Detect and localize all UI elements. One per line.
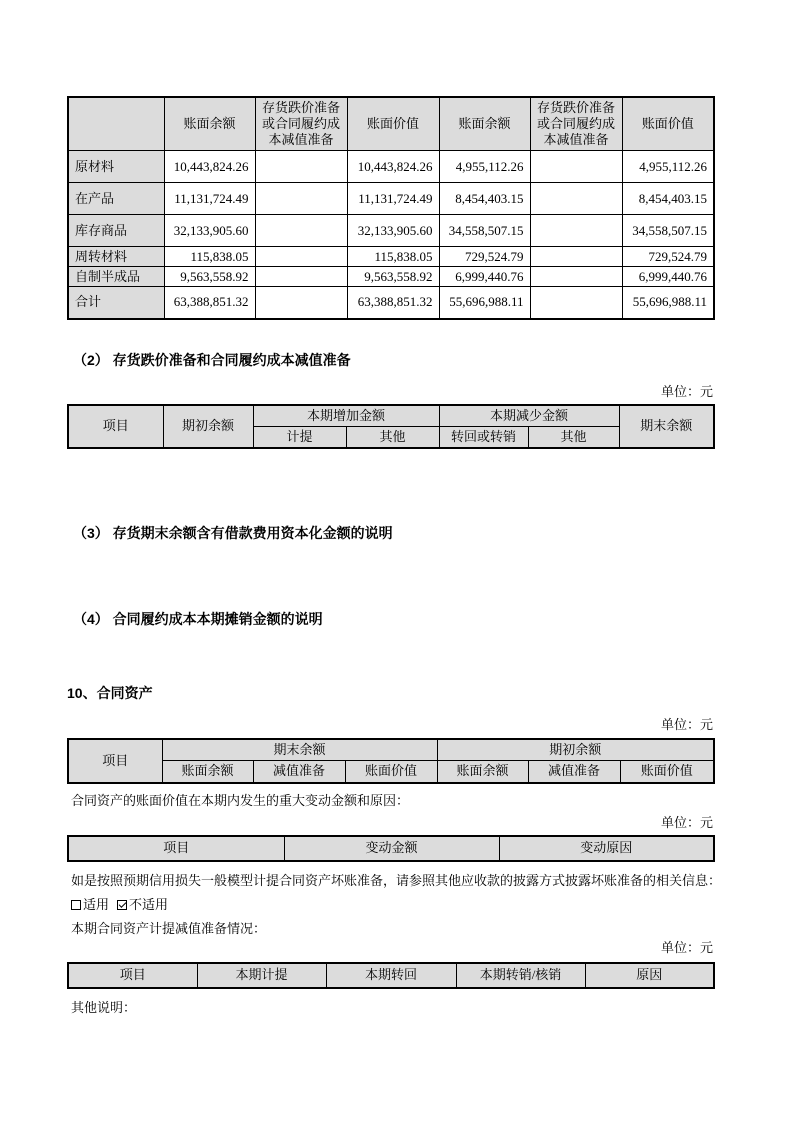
inventory-balance-table bbox=[67, 96, 715, 320]
table-header-row bbox=[68, 963, 714, 988]
cell-beg-balance: 729,524.79 bbox=[439, 247, 530, 267]
not-applicable-option bbox=[117, 897, 168, 913]
row-label: 周转材料 bbox=[68, 247, 164, 267]
col-header-reversal: 本期转回 bbox=[326, 963, 456, 988]
unit-label: 单位：元 bbox=[660, 716, 713, 732]
table-header-row bbox=[68, 405, 714, 427]
applicable-option bbox=[71, 897, 109, 913]
col-header-decrease-group: 本期减少金额 bbox=[439, 405, 619, 427]
col-header-book-balance-beg: 账面余额 bbox=[437, 761, 528, 783]
table-row bbox=[68, 151, 714, 183]
unit-label: 单位：元 bbox=[660, 383, 713, 399]
col-header-beginning-group: 期初余额 bbox=[437, 739, 714, 761]
cell-beg-provision bbox=[530, 247, 622, 267]
col-header-writeoff: 本期转销/核销 bbox=[456, 963, 585, 988]
col-header-book-value-end: 账面价值 bbox=[345, 761, 437, 783]
unit-label: 单位：元 bbox=[660, 939, 713, 955]
applicable-label: 适用 bbox=[83, 896, 110, 912]
cell-beg-provision bbox=[530, 183, 622, 215]
cell-beg-balance: 34,558,507.15 bbox=[439, 215, 530, 247]
col-header-item: 项目 bbox=[68, 405, 163, 448]
cell-end-provision bbox=[255, 183, 347, 215]
col-header-provision-end: 存货跌价准备或合同履约成本减值准备 bbox=[255, 97, 347, 151]
cell-end-balance: 10,443,824.26 bbox=[164, 151, 255, 183]
col-header-item: 项目 bbox=[68, 963, 197, 988]
cell-beg-value: 55,696,988.11 bbox=[622, 287, 714, 319]
cell-beg-provision bbox=[530, 267, 622, 287]
col-header-item: 项目 bbox=[68, 836, 284, 861]
cell-beg-value: 729,524.79 bbox=[622, 247, 714, 267]
checked-checkbox-icon bbox=[117, 900, 127, 910]
cell-beg-value: 4,955,112.26 bbox=[622, 151, 714, 183]
col-header-increase-other: 其他 bbox=[346, 426, 439, 448]
col-header-reason: 原因 bbox=[585, 963, 714, 988]
col-header-book-value-end: 账面价值 bbox=[347, 97, 439, 151]
table-header-row bbox=[68, 739, 714, 761]
not-applicable-label: 不适用 bbox=[129, 896, 169, 912]
col-header-provision-beg: 存货跌价准备或合同履约成本减值准备 bbox=[530, 97, 622, 151]
cell-end-provision bbox=[255, 267, 347, 287]
col-header-change-amount: 变动金额 bbox=[284, 836, 499, 861]
row-label: 自制半成品 bbox=[68, 267, 164, 287]
section-2-heading: （2） 存货跌价准备和合同履约成本减值准备 bbox=[73, 351, 351, 368]
cell-end-value: 32,133,905.60 bbox=[347, 215, 439, 247]
table-row bbox=[68, 247, 714, 267]
cell-beg-balance: 6,999,440.76 bbox=[439, 267, 530, 287]
ecl-model-note: 如是按照预期信用损失一般模型计提合同资产坏账准备，请参照其他应收款的披露方式披露坏账准备的相关信息： bbox=[71, 872, 722, 888]
col-header-provision-end: 减值准备 bbox=[253, 761, 345, 783]
cell-beg-value: 34,558,507.15 bbox=[622, 215, 714, 247]
col-header-book-value-beg: 账面价值 bbox=[620, 761, 714, 783]
cell-end-provision bbox=[255, 247, 347, 267]
cell-end-provision bbox=[255, 287, 347, 319]
cell-end-value: 63,388,851.32 bbox=[347, 287, 439, 319]
col-header-decrease-other: 其他 bbox=[528, 426, 619, 448]
row-label: 合计 bbox=[68, 287, 164, 319]
col-header-book-balance-end: 账面余额 bbox=[164, 97, 255, 151]
cell-end-provision bbox=[255, 151, 347, 183]
cell-beg-provision bbox=[530, 151, 622, 183]
unit-label: 单位：元 bbox=[660, 814, 713, 830]
table-row bbox=[68, 183, 714, 215]
cell-end-balance: 32,133,905.60 bbox=[164, 215, 255, 247]
col-header-beginning: 期初余额 bbox=[163, 405, 253, 448]
cell-beg-balance: 55,696,988.11 bbox=[439, 287, 530, 319]
cell-end-balance: 115,838.05 bbox=[164, 247, 255, 267]
col-header-increase-group: 本期增加金额 bbox=[253, 405, 439, 427]
cell-end-balance: 11,131,724.49 bbox=[164, 183, 255, 215]
contract-asset-change-note: 合同资产的账面价值在本期内发生的重大变动金额和原因： bbox=[71, 792, 410, 808]
cell-end-value: 11,131,724.49 bbox=[347, 183, 439, 215]
col-header-item-blank bbox=[68, 97, 164, 151]
table-row bbox=[68, 215, 714, 247]
col-header-change-reason: 变动原因 bbox=[499, 836, 714, 861]
row-label: 原材料 bbox=[68, 151, 164, 183]
col-header-book-value-beg: 账面价值 bbox=[622, 97, 714, 151]
col-header-ending-group: 期末余额 bbox=[162, 739, 437, 761]
table-header-row bbox=[68, 836, 714, 861]
section-10-heading: 10、合同资产 bbox=[67, 684, 153, 701]
cell-end-value: 10,443,824.26 bbox=[347, 151, 439, 183]
cell-end-value: 115,838.05 bbox=[347, 247, 439, 267]
cell-end-value: 9,563,558.92 bbox=[347, 267, 439, 287]
col-header-book-balance-beg: 账面余额 bbox=[439, 97, 530, 151]
impairment-note: 本期合同资产计提减值准备情况： bbox=[71, 920, 267, 936]
col-header-item: 项目 bbox=[68, 739, 162, 783]
cell-end-provision bbox=[255, 215, 347, 247]
row-label: 在产品 bbox=[68, 183, 164, 215]
other-note: 其他说明： bbox=[71, 999, 137, 1015]
cell-beg-value: 8,454,403.15 bbox=[622, 183, 714, 215]
section-3-heading: （3） 存货期末余额含有借款费用资本化金额的说明 bbox=[73, 524, 393, 541]
col-header-provision-beg: 减值准备 bbox=[528, 761, 620, 783]
col-header-ending: 期末余额 bbox=[619, 405, 714, 448]
cell-beg-value: 6,999,440.76 bbox=[622, 267, 714, 287]
cell-beg-provision bbox=[530, 287, 622, 319]
table-header-row bbox=[68, 97, 714, 151]
cell-beg-balance: 4,955,112.26 bbox=[439, 151, 530, 183]
unchecked-checkbox-icon bbox=[71, 900, 81, 910]
row-label: 库存商品 bbox=[68, 215, 164, 247]
col-header-reversal: 转回或转销 bbox=[439, 426, 528, 448]
table-row-total bbox=[68, 287, 714, 319]
section-4-heading: （4） 合同履约成本本期摊销金额的说明 bbox=[73, 610, 323, 627]
contract-asset-change-table bbox=[67, 835, 715, 862]
cell-beg-balance: 8,454,403.15 bbox=[439, 183, 530, 215]
col-header-book-balance-end: 账面余额 bbox=[162, 761, 253, 783]
col-header-accrual: 计提 bbox=[253, 426, 346, 448]
cell-end-balance: 63,388,851.32 bbox=[164, 287, 255, 319]
cell-beg-provision bbox=[530, 215, 622, 247]
cell-end-balance: 9,563,558.92 bbox=[164, 267, 255, 287]
applicability-line bbox=[67, 897, 727, 913]
table-header-row bbox=[68, 761, 714, 783]
table-row bbox=[68, 267, 714, 287]
contract-asset-table bbox=[67, 738, 715, 784]
col-header-accrual: 本期计提 bbox=[197, 963, 326, 988]
contract-asset-impairment-table bbox=[67, 962, 715, 989]
inventory-provision-table bbox=[67, 404, 715, 449]
